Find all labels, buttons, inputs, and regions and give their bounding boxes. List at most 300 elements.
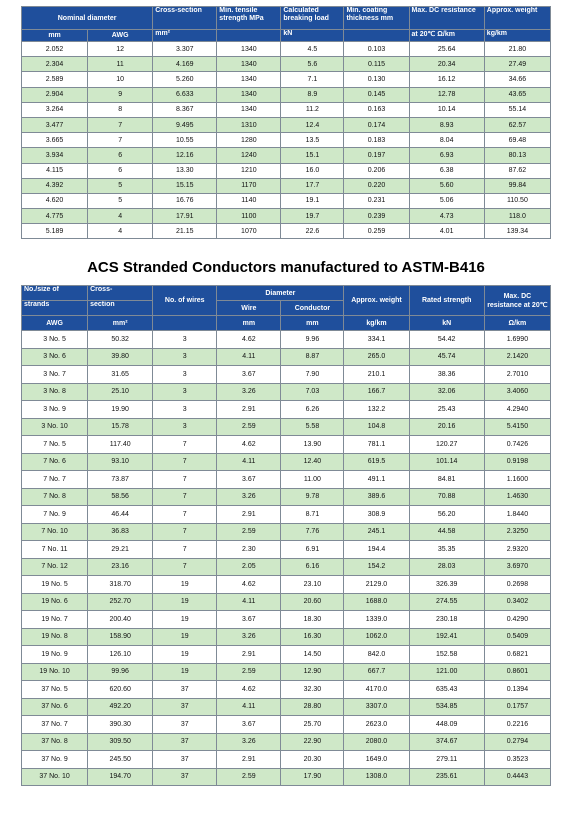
cell-strand-size: 7 No. 9: [22, 506, 88, 524]
cell-cross-section: 6.633: [153, 87, 217, 102]
cell-wire-diameter: 2.59: [217, 768, 281, 786]
table-row: [22, 593, 551, 611]
cell-diameter-mm: 3.934: [22, 148, 88, 163]
table-row: [22, 224, 551, 239]
cell-no-of-wires: 19: [153, 611, 217, 629]
cell-no-of-wires: 19: [153, 593, 217, 611]
cell-wire-diameter: 3.67: [217, 471, 281, 489]
cell-no-of-wires: 7: [153, 506, 217, 524]
cell-dc-resistance: 5.4150: [484, 418, 550, 436]
cell-coating-thickness: 0.174: [344, 117, 409, 132]
cell-rated-strength: 25.43: [409, 401, 484, 419]
cell-dc-resistance: 2.7010: [484, 366, 550, 384]
cell-rated-strength: 120.27: [409, 436, 484, 454]
cell-dc-resistance: 1.1600: [484, 471, 550, 489]
table-row: [22, 768, 551, 786]
cell-strand-size: 19 No. 10: [22, 663, 88, 681]
cell-no-of-wires: 19: [153, 646, 217, 664]
cell-conductor-diameter: 6.91: [281, 541, 344, 559]
cell-coating-thickness: 0.206: [344, 163, 409, 178]
cell-approx-weight: 139.34: [484, 224, 550, 239]
cell-cross-section: 309.50: [88, 733, 153, 751]
cell-conductor-diameter: 20.60: [281, 593, 344, 611]
cell-diameter-mm: 3.264: [22, 102, 88, 117]
table-row: [22, 488, 551, 506]
cell-conductor-diameter: 28.80: [281, 698, 344, 716]
cell-breaking-load: 8.9: [281, 87, 344, 102]
cell-wire-diameter: 3.67: [217, 611, 281, 629]
cell-conductor-diameter: 14.50: [281, 646, 344, 664]
cell-no-of-wires: 37: [153, 681, 217, 699]
cell-cross-section: 58.56: [88, 488, 153, 506]
cell-approx-weight: 132.2: [344, 401, 409, 419]
cell-rated-strength: 84.81: [409, 471, 484, 489]
cell-conductor-diameter: 18.30: [281, 611, 344, 629]
cell-approx-weight: 619.5: [344, 453, 409, 471]
table-row: [22, 628, 551, 646]
cell-coating-thickness: 0.220: [344, 178, 409, 193]
table-row: [22, 148, 551, 163]
cell-cross-section: 93.10: [88, 453, 153, 471]
cell-dc-resistance: 12.78: [409, 87, 484, 102]
cell-dc-resistance: 5.06: [409, 193, 484, 208]
cell-coating-thickness: 0.115: [344, 57, 409, 72]
cell-dc-resistance: 0.7426: [484, 436, 550, 454]
table-row: [22, 663, 551, 681]
unit-mm-conductor: mm: [281, 316, 344, 331]
cell-cross-section: 252.70: [88, 593, 153, 611]
cell-approx-weight: 87.62: [484, 163, 550, 178]
cell-diameter-mm: 2.589: [22, 72, 88, 87]
cell-breaking-load: 4.5: [281, 42, 344, 57]
header-breaking-load: Calculated breaking load: [281, 7, 344, 30]
cell-no-of-wires: 3: [153, 401, 217, 419]
cell-strand-size: 19 No. 8: [22, 628, 88, 646]
cell-no-of-wires: 37: [153, 698, 217, 716]
cell-strand-size: 19 No. 7: [22, 611, 88, 629]
cell-cross-section: 23.16: [88, 558, 153, 576]
cell-diameter-mm: 5.189: [22, 224, 88, 239]
cell-conductor-diameter: 11.00: [281, 471, 344, 489]
cell-rated-strength: 192.41: [409, 628, 484, 646]
table-row: [22, 401, 551, 419]
cell-wire-diameter: 4.11: [217, 698, 281, 716]
cell-approx-weight: 34.66: [484, 72, 550, 87]
header-coating-thickness: Min. coating thickness mm: [344, 7, 409, 30]
cell-awg: 9: [88, 87, 153, 102]
cell-diameter-mm: 4.620: [22, 193, 88, 208]
cell-approx-weight: 69.48: [484, 133, 550, 148]
header-cross-section: Cross-section: [153, 7, 217, 30]
cell-dc-resistance: 0.8601: [484, 663, 550, 681]
cell-approx-weight: 491.1: [344, 471, 409, 489]
header-tensile-strength: Min. tensile strength MPa: [217, 7, 281, 30]
cell-strand-size: 3 No. 8: [22, 383, 88, 401]
cell-conductor-diameter: 7.90: [281, 366, 344, 384]
cell-cross-section: 620.60: [88, 681, 153, 699]
cell-conductor-diameter: 8.71: [281, 506, 344, 524]
table-row: [22, 506, 551, 524]
cell-strand-size: 3 No. 5: [22, 331, 88, 349]
table-row: [22, 681, 551, 699]
cell-conductor-diameter: 13.90: [281, 436, 344, 454]
cell-strand-size: 3 No. 9: [22, 401, 88, 419]
cell-approx-weight: 1649.0: [344, 751, 409, 769]
cell-dc-resistance: 8.93: [409, 117, 484, 132]
cell-conductor-diameter: 7.76: [281, 523, 344, 541]
cell-awg: 8: [88, 102, 153, 117]
header-unit-mm2: mm²: [153, 30, 217, 42]
cell-cross-section: 16.76: [153, 193, 217, 208]
cell-wire-diameter: 4.11: [217, 453, 281, 471]
cell-rated-strength: 235.61: [409, 768, 484, 786]
cell-approx-weight: 2623.0: [344, 716, 409, 734]
cell-awg: 4: [88, 209, 153, 224]
cell-rated-strength: 230.18: [409, 611, 484, 629]
cell-rated-strength: 274.55: [409, 593, 484, 611]
unit-ohm: Ω/km: [484, 316, 550, 331]
table-row: [22, 453, 551, 471]
table-row: [22, 576, 551, 594]
cell-approx-weight: 154.2: [344, 558, 409, 576]
cell-strand-size: 7 No. 7: [22, 471, 88, 489]
cell-no-of-wires: 19: [153, 576, 217, 594]
cell-approx-weight: 55.14: [484, 102, 550, 117]
table-row: [22, 418, 551, 436]
cell-dc-resistance: 0.2698: [484, 576, 550, 594]
cell-no-of-wires: 3: [153, 348, 217, 366]
unit-kn: kN: [409, 316, 484, 331]
cell-rated-strength: 374.67: [409, 733, 484, 751]
cell-dc-resistance: 4.2940: [484, 401, 550, 419]
cell-wire-diameter: 3.26: [217, 383, 281, 401]
cell-cross-section: 17.91: [153, 209, 217, 224]
cell-awg: 7: [88, 117, 153, 132]
cell-strand-size: 7 No. 10: [22, 523, 88, 541]
cell-cross-section: 200.40: [88, 611, 153, 629]
cell-breaking-load: 15.1: [281, 148, 344, 163]
cell-coating-thickness: 0.163: [344, 102, 409, 117]
table-row: [22, 558, 551, 576]
cell-cross-section: 19.90: [88, 401, 153, 419]
cell-wire-diameter: 2.05: [217, 558, 281, 576]
cell-wire-diameter: 4.11: [217, 348, 281, 366]
header-section: section: [88, 301, 153, 316]
cell-cross-section: 492.20: [88, 698, 153, 716]
cell-coating-thickness: 0.183: [344, 133, 409, 148]
cell-coating-thickness: 0.197: [344, 148, 409, 163]
table-row: [22, 72, 551, 87]
cell-approx-weight: 3307.0: [344, 698, 409, 716]
table-row: [22, 87, 551, 102]
header-diameter: Diameter: [217, 286, 344, 301]
cell-coating-thickness: 0.239: [344, 209, 409, 224]
cell-no-of-wires: 37: [153, 768, 217, 786]
cell-wire-diameter: 2.91: [217, 751, 281, 769]
cell-dc-resistance: 8.04: [409, 133, 484, 148]
cell-dc-resistance: 1.6990: [484, 331, 550, 349]
cell-approx-weight: 1062.0: [344, 628, 409, 646]
cell-diameter-mm: 2.304: [22, 57, 88, 72]
cell-approx-weight: 21.80: [484, 42, 550, 57]
cell-wire-diameter: 2.30: [217, 541, 281, 559]
cell-strand-size: 7 No. 11: [22, 541, 88, 559]
cell-approx-weight: 265.0: [344, 348, 409, 366]
cell-dc-resistance: 4.73: [409, 209, 484, 224]
cell-approx-weight: 2129.0: [344, 576, 409, 594]
cell-approx-weight: 118.0: [484, 209, 550, 224]
table-row: [22, 193, 551, 208]
cell-approx-weight: 1308.0: [344, 768, 409, 786]
cell-cross-section: 318.70: [88, 576, 153, 594]
cell-cross-section: 5.260: [153, 72, 217, 87]
cell-tensile-strength: 1340: [217, 42, 281, 57]
cell-approx-weight: 210.1: [344, 366, 409, 384]
cell-dc-resistance: 6.93: [409, 148, 484, 163]
astm-wire-properties-table: [21, 6, 551, 239]
table-row: [22, 751, 551, 769]
cell-diameter-mm: 2.052: [22, 42, 88, 57]
cell-cross-section: 4.169: [153, 57, 217, 72]
cell-dc-resistance: 0.4290: [484, 611, 550, 629]
header-max-dc-resistance: Max. DC resistance at 20℃: [484, 286, 550, 316]
cell-cross-section: 9.495: [153, 117, 217, 132]
cell-wire-diameter: 2.91: [217, 506, 281, 524]
header-size: No./size of: [22, 286, 88, 301]
cell-breaking-load: 17.7: [281, 178, 344, 193]
unit-blank: [153, 316, 217, 331]
cell-strand-size: 7 No. 12: [22, 558, 88, 576]
cell-dc-resistance: 0.5409: [484, 628, 550, 646]
cell-dc-resistance: 1.8440: [484, 506, 550, 524]
cell-approx-weight: 62.57: [484, 117, 550, 132]
cell-approx-weight: 389.6: [344, 488, 409, 506]
cell-no-of-wires: 3: [153, 331, 217, 349]
header-unit-ohm: at 20℃ Ω/km: [409, 30, 484, 42]
cell-approx-weight: 1688.0: [344, 593, 409, 611]
cell-strand-size: 37 No. 9: [22, 751, 88, 769]
cell-awg: 12: [88, 42, 153, 57]
cell-approx-weight: 27.49: [484, 57, 550, 72]
cell-approx-weight: 245.1: [344, 523, 409, 541]
cell-tensile-strength: 1140: [217, 193, 281, 208]
cell-strand-size: 37 No. 8: [22, 733, 88, 751]
cell-diameter-mm: 3.477: [22, 117, 88, 132]
cell-no-of-wires: 7: [153, 541, 217, 559]
cell-no-of-wires: 7: [153, 436, 217, 454]
cell-no-of-wires: 3: [153, 418, 217, 436]
cell-breaking-load: 22.6: [281, 224, 344, 239]
table-row: [22, 163, 551, 178]
cell-strand-size: 7 No. 6: [22, 453, 88, 471]
table-row: [22, 133, 551, 148]
cell-dc-resistance: 4.01: [409, 224, 484, 239]
cell-conductor-diameter: 16.30: [281, 628, 344, 646]
cell-conductor-diameter: 25.70: [281, 716, 344, 734]
cell-rated-strength: 101.14: [409, 453, 484, 471]
unit-mm2: mm²: [88, 316, 153, 331]
cell-breaking-load: 7.1: [281, 72, 344, 87]
cell-cross-section: 15.78: [88, 418, 153, 436]
cell-dc-resistance: 0.3523: [484, 751, 550, 769]
cell-rated-strength: 70.88: [409, 488, 484, 506]
cell-cross-section: 99.96: [88, 663, 153, 681]
table-row: [22, 646, 551, 664]
table-row: [22, 102, 551, 117]
table-row: [22, 436, 551, 454]
header-approx-weight: Approx. weight: [484, 7, 550, 30]
cell-rated-strength: 28.03: [409, 558, 484, 576]
cell-coating-thickness: 0.145: [344, 87, 409, 102]
table-row: [22, 57, 551, 72]
header-cross: Cross-: [88, 286, 153, 301]
cell-dc-resistance: 16.12: [409, 72, 484, 87]
cell-no-of-wires: 7: [153, 523, 217, 541]
cell-approx-weight: 110.50: [484, 193, 550, 208]
cell-approx-weight: 166.7: [344, 383, 409, 401]
cell-no-of-wires: 19: [153, 628, 217, 646]
header-unit-kgkm: kg/km: [484, 30, 550, 42]
table-row: [22, 523, 551, 541]
cell-wire-diameter: 2.91: [217, 646, 281, 664]
cell-strand-size: 19 No. 5: [22, 576, 88, 594]
cell-cross-section: 13.30: [153, 163, 217, 178]
cell-cross-section: 12.16: [153, 148, 217, 163]
cell-dc-resistance: 0.9198: [484, 453, 550, 471]
cell-dc-resistance: 0.4443: [484, 768, 550, 786]
unit-kgkm: kg/km: [344, 316, 409, 331]
cell-conductor-diameter: 6.16: [281, 558, 344, 576]
header-unit-awg: AWG: [88, 30, 153, 42]
cell-no-of-wires: 3: [153, 366, 217, 384]
cell-tensile-strength: 1340: [217, 87, 281, 102]
cell-approx-weight: 104.8: [344, 418, 409, 436]
cell-breaking-load: 12.4: [281, 117, 344, 132]
cell-cross-section: 390.30: [88, 716, 153, 734]
header-conductor: Conductor: [281, 301, 344, 316]
cell-dc-resistance: 10.14: [409, 102, 484, 117]
unit-mm-wire: mm: [217, 316, 281, 331]
cell-no-of-wires: 37: [153, 716, 217, 734]
cell-approx-weight: 1339.0: [344, 611, 409, 629]
header-nominal-diameter: Nominal diameter: [22, 7, 153, 30]
cell-conductor-diameter: 9.96: [281, 331, 344, 349]
cell-rated-strength: 448.09: [409, 716, 484, 734]
header-rated-strength: Rated strength: [409, 286, 484, 316]
cell-breaking-load: 5.6: [281, 57, 344, 72]
table-row: [22, 209, 551, 224]
cell-approx-weight: 842.0: [344, 646, 409, 664]
cell-tensile-strength: 1210: [217, 163, 281, 178]
cell-awg: 4: [88, 224, 153, 239]
table-row: [22, 42, 551, 57]
cell-dc-resistance: 0.6821: [484, 646, 550, 664]
cell-strand-size: 19 No. 9: [22, 646, 88, 664]
cell-wire-diameter: 4.62: [217, 681, 281, 699]
cell-rated-strength: 121.00: [409, 663, 484, 681]
cell-wire-diameter: 2.59: [217, 523, 281, 541]
cell-conductor-diameter: 23.10: [281, 576, 344, 594]
table-row: [22, 716, 551, 734]
cell-coating-thickness: 0.259: [344, 224, 409, 239]
cell-breaking-load: 19.1: [281, 193, 344, 208]
cell-strand-size: 7 No. 5: [22, 436, 88, 454]
cell-cross-section: 29.21: [88, 541, 153, 559]
cell-breaking-load: 13.5: [281, 133, 344, 148]
cell-cross-section: 39.80: [88, 348, 153, 366]
cell-diameter-mm: 3.665: [22, 133, 88, 148]
cell-conductor-diameter: 6.26: [281, 401, 344, 419]
cell-strand-size: 3 No. 7: [22, 366, 88, 384]
cell-dc-resistance: 6.38: [409, 163, 484, 178]
cell-no-of-wires: 3: [153, 383, 217, 401]
cell-wire-diameter: 2.59: [217, 663, 281, 681]
cell-wire-diameter: 4.62: [217, 576, 281, 594]
cell-approx-weight: 4170.0: [344, 681, 409, 699]
cell-dc-resistance: 2.3250: [484, 523, 550, 541]
cell-strand-size: 37 No. 5: [22, 681, 88, 699]
table-row: [22, 733, 551, 751]
cell-diameter-mm: 4.392: [22, 178, 88, 193]
cell-dc-resistance: 0.2216: [484, 716, 550, 734]
cell-awg: 5: [88, 193, 153, 208]
cell-approx-weight: 99.84: [484, 178, 550, 193]
header-wire: Wire: [217, 301, 281, 316]
cell-rated-strength: 152.58: [409, 646, 484, 664]
cell-no-of-wires: 19: [153, 663, 217, 681]
cell-awg: 5: [88, 178, 153, 193]
acs-stranded-conductors-table: [21, 285, 551, 786]
unit-awg: AWG: [22, 316, 88, 331]
header-no-of-wires: No. of wires: [153, 286, 217, 316]
header-approx-weight: Approx. weight: [344, 286, 409, 316]
cell-dc-resistance: 0.1757: [484, 698, 550, 716]
cell-conductor-diameter: 12.90: [281, 663, 344, 681]
cell-coating-thickness: 0.103: [344, 42, 409, 57]
cell-rated-strength: 44.58: [409, 523, 484, 541]
table-row: [22, 366, 551, 384]
cell-cross-section: 15.15: [153, 178, 217, 193]
header-unit-blank-2: [344, 30, 409, 42]
cell-approx-weight: 334.1: [344, 331, 409, 349]
cell-no-of-wires: 7: [153, 453, 217, 471]
cell-strand-size: 3 No. 10: [22, 418, 88, 436]
cell-tensile-strength: 1310: [217, 117, 281, 132]
cell-rated-strength: 279.11: [409, 751, 484, 769]
cell-no-of-wires: 7: [153, 471, 217, 489]
cell-dc-resistance: 3.4060: [484, 383, 550, 401]
cell-rated-strength: 635.43: [409, 681, 484, 699]
cell-tensile-strength: 1340: [217, 102, 281, 117]
cell-wire-diameter: 3.26: [217, 733, 281, 751]
cell-rated-strength: 534.85: [409, 698, 484, 716]
cell-tensile-strength: 1100: [217, 209, 281, 224]
cell-breaking-load: 11.2: [281, 102, 344, 117]
cell-cross-section: 158.90: [88, 628, 153, 646]
cell-wire-diameter: 3.67: [217, 366, 281, 384]
cell-tensile-strength: 1340: [217, 72, 281, 87]
cell-no-of-wires: 7: [153, 488, 217, 506]
cell-approx-weight: 308.9: [344, 506, 409, 524]
table-row: [22, 117, 551, 132]
cell-dc-resistance: 1.4630: [484, 488, 550, 506]
cell-cross-section: 25.10: [88, 383, 153, 401]
cell-strand-size: 37 No. 6: [22, 698, 88, 716]
table-row: [22, 348, 551, 366]
cell-conductor-diameter: 17.90: [281, 768, 344, 786]
cell-rated-strength: 56.20: [409, 506, 484, 524]
cell-strand-size: 3 No. 6: [22, 348, 88, 366]
